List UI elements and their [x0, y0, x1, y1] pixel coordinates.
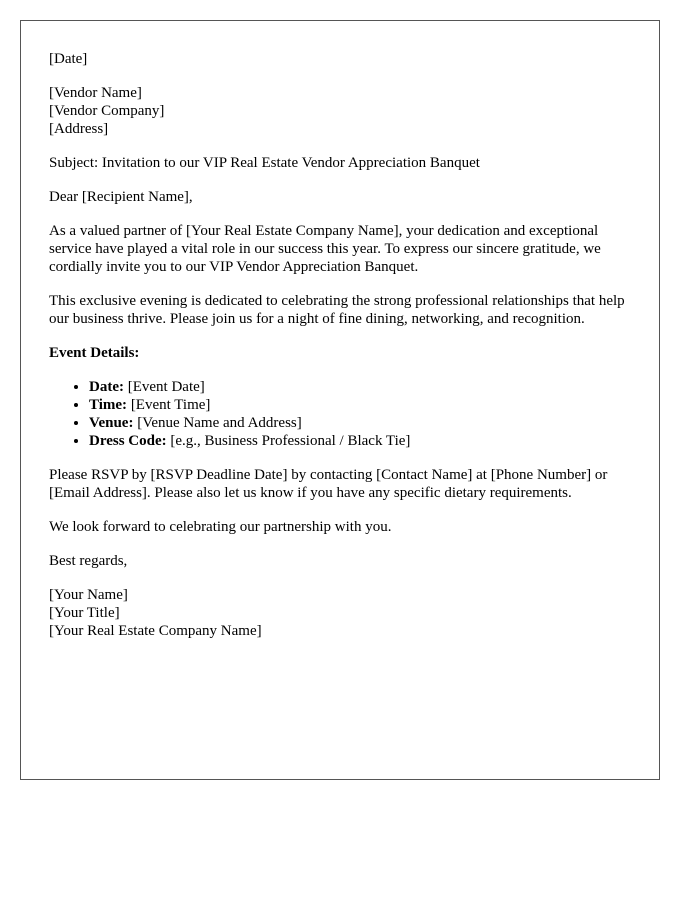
letter-subject: Subject: Invitation to our VIP Real Estate Vendor Appreciation Banquet [49, 155, 480, 171]
recipient-address: [Address] [49, 121, 109, 137]
recipient-name: [Vendor Name] [49, 85, 142, 101]
letter-salutation: Dear [Recipient Name], [49, 189, 193, 205]
event-detail-label: Venue: [89, 415, 134, 431]
rsvp-paragraph: Please RSVP by [RSVP Deadline Date] by contacting [Contact Name] at [Phone Number] or [Email Address]. Please also let us know if you have any specific dietary requirements. [49, 467, 608, 501]
event-detail-label: Date: [89, 379, 124, 395]
event-detail-value: [Event Date] [123, 379, 205, 395]
closing-paragraph: We look forward to celebrating our partnership with you. [49, 519, 392, 535]
recipient-address-block [49, 84, 631, 138]
signature-title: [Your Title] [49, 605, 120, 621]
event-detail-label: Dress Code: [89, 433, 167, 449]
event-detail-dress-code [89, 432, 631, 450]
signature-name: [Your Name] [49, 587, 128, 603]
event-details-list [49, 378, 631, 450]
event-detail-value: [Venue Name and Address] [133, 415, 302, 431]
event-detail-value: [Event Time] [127, 397, 211, 413]
event-detail-time [89, 396, 631, 414]
body-paragraph-evening: This exclusive evening is dedicated to celebrating the strong professional relationships that help our business thrive. Please join us for a night of fine dining, networking, and recognition. [49, 293, 625, 327]
event-detail-label: Time: [89, 397, 128, 413]
event-detail-value: [e.g., Business Professional / Black Tie] [166, 433, 411, 449]
event-detail-venue [89, 414, 631, 432]
body-paragraph-intro: As a valued partner of [Your Real Estate Company Name], your dedication and exceptional service have played a vital role in our success this year. To express our sincere gratitude, we cordially invite you to our VIP Vendor Appreciation Banquet. [49, 223, 601, 275]
letter-date: [Date] [49, 51, 88, 67]
recipient-company: [Vendor Company] [49, 103, 165, 119]
event-details-heading: Event Details: [49, 345, 140, 361]
sign-off: Best regards, [49, 553, 128, 569]
letter-page [20, 20, 660, 780]
signature-block [49, 586, 631, 640]
signature-company: [Your Real Estate Company Name] [49, 623, 262, 639]
event-detail-date [89, 378, 631, 396]
